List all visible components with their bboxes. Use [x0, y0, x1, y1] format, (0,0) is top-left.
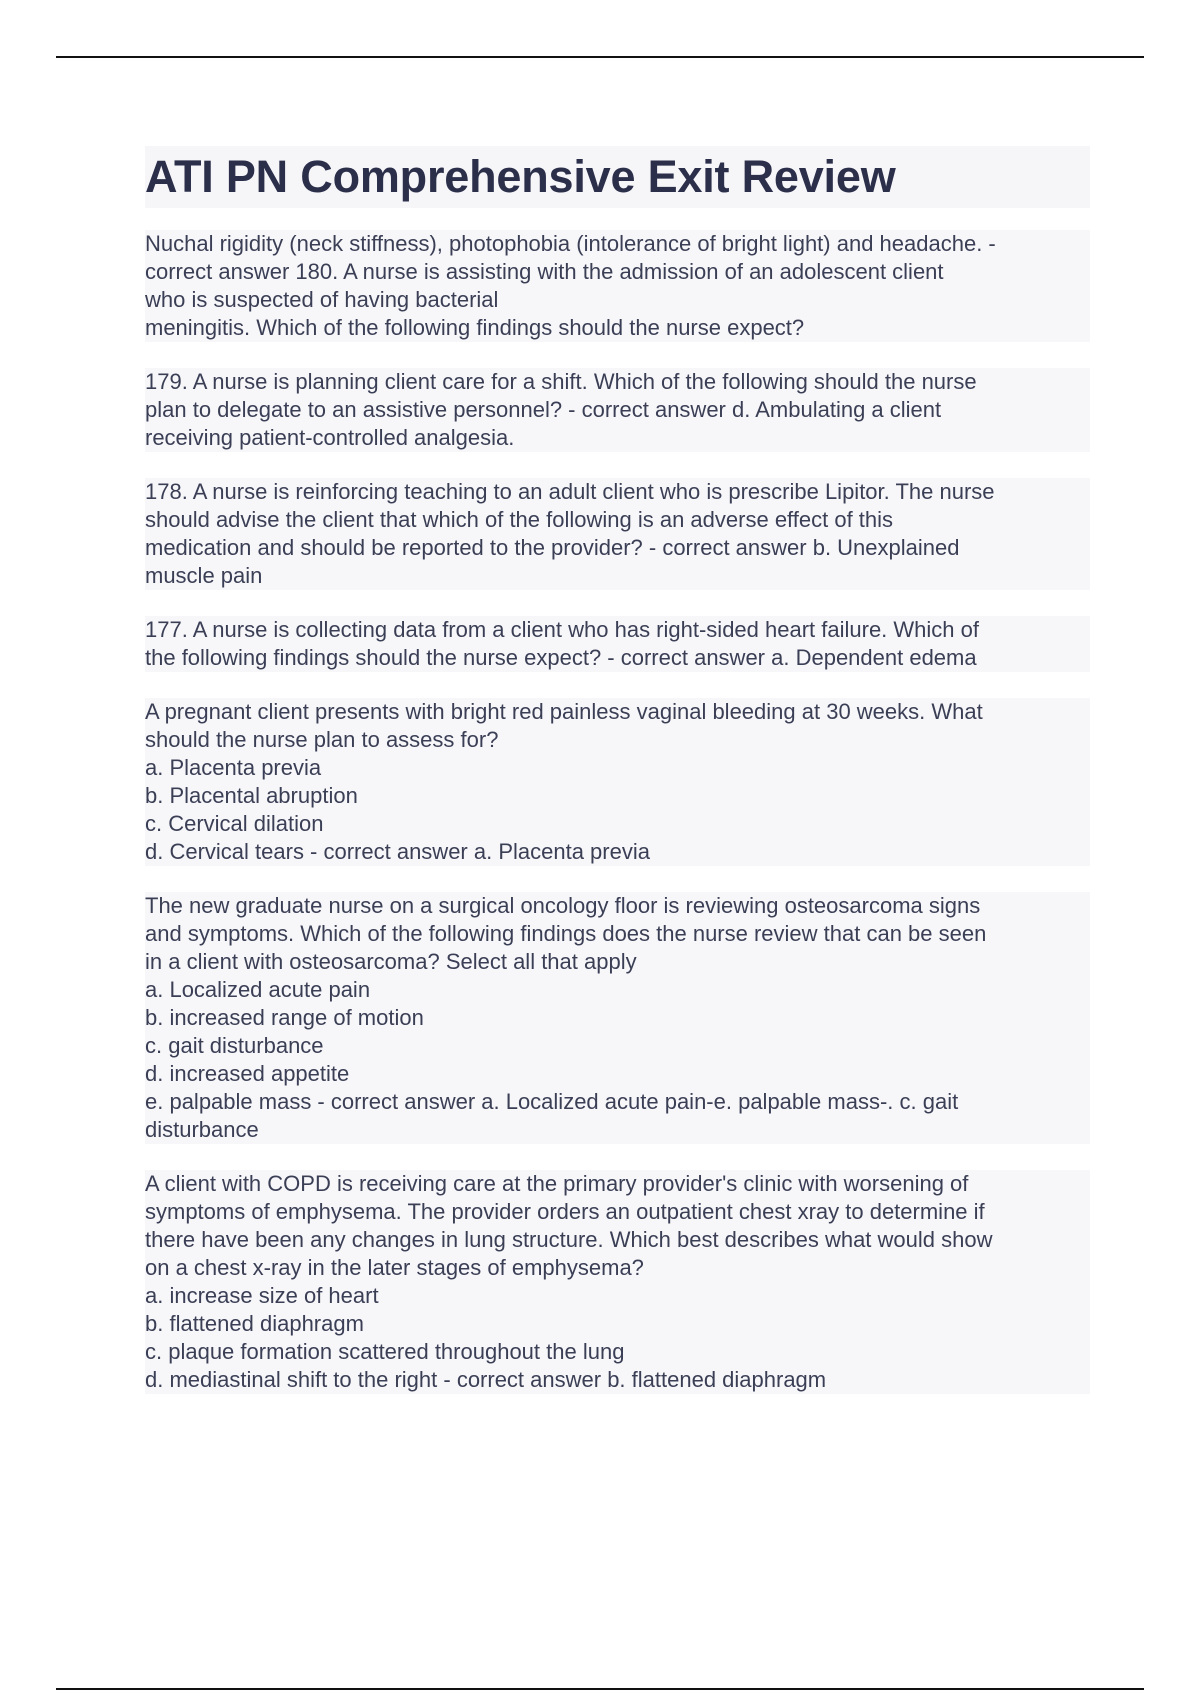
- answer-option: b. flattened diaphragm: [145, 1311, 364, 1336]
- qa-line: 179. A nurse is planning client care for a shift. Which of the following should the nurse: [145, 369, 977, 394]
- qa-text: [145, 478, 1090, 590]
- qa-line: on a chest x-ray in the later stages of emphysema?: [145, 1255, 644, 1280]
- qa-line: there have been any changes in lung structure. Which best describes what would show: [145, 1227, 993, 1252]
- answer-option: d. mediastinal shift to the right - correct answer b. flattened diaphragm: [145, 1367, 827, 1392]
- qa-text: [145, 1170, 1090, 1394]
- qa-line: correct answer 180. A nurse is assisting with the admission of an adolescent client: [145, 259, 944, 284]
- answer-option: c. gait disturbance: [145, 1033, 324, 1058]
- qa-line: in a client with osteosarcoma? Select all that apply: [145, 949, 637, 974]
- qa-line: and symptoms. Which of the following findings does the nurse review that can be seen: [145, 921, 987, 946]
- qa-block-nuchal-rigidity: [145, 230, 1090, 342]
- qa-block-placenta-previa: [145, 698, 1090, 866]
- qa-line: A client with COPD is receiving care at the primary provider's clinic with worsening of: [145, 1171, 969, 1196]
- answer-option: c. Cervical dilation: [145, 811, 324, 836]
- qa-text: [145, 698, 1090, 866]
- qa-block-copd-emphysema: [145, 1170, 1090, 1394]
- answer-option: c. plaque formation scattered throughout the lung: [145, 1339, 625, 1364]
- qa-line: plan to delegate to an assistive personnel? - correct answer d. Ambulating a client: [145, 397, 942, 422]
- answer-option: a. Localized acute pain: [145, 977, 371, 1002]
- qa-line: A pregnant client presents with bright red painless vaginal bleeding at 30 weeks. What: [145, 699, 983, 724]
- qa-line: The new graduate nurse on a surgical oncology floor is reviewing osteosarcoma signs: [145, 893, 981, 918]
- answer-option: e. palpable mass - correct answer a. Localized acute pain-e. palpable mass-. c. gait: [145, 1089, 959, 1114]
- qa-line: receiving patient-controlled analgesia.: [145, 425, 515, 450]
- qa-text: [145, 892, 1090, 1144]
- qa-block-osteosarcoma: [145, 892, 1090, 1144]
- document-body: [145, 146, 1090, 1420]
- qa-line: meningitis. Which of the following findings should the nurse expect?: [145, 315, 805, 340]
- qa-line: should the nurse plan to assess for?: [145, 727, 499, 752]
- qa-line: medication and should be reported to the provider? - correct answer b. Unexplained: [145, 535, 960, 560]
- answer-option: d. Cervical tears - correct answer a. Placenta previa: [145, 839, 650, 864]
- qa-block-177: [145, 616, 1090, 672]
- qa-line: symptoms of emphysema. The provider orders an outpatient chest xray to determine if: [145, 1199, 985, 1224]
- qa-line: disturbance: [145, 1117, 259, 1142]
- qa-line: Nuchal rigidity (neck stiffness), photophobia (intolerance of bright light) and headache. -: [145, 231, 996, 256]
- qa-line: should advise the client that which of the following is an adverse effect of this: [145, 507, 894, 532]
- answer-option: b. increased range of motion: [145, 1005, 424, 1030]
- top-rule: [56, 56, 1144, 58]
- answer-option: a. increase size of heart: [145, 1283, 379, 1308]
- qa-block-178: [145, 478, 1090, 590]
- document-title: ATI PN Comprehensive Exit Review: [145, 146, 1090, 208]
- qa-text: [145, 230, 1090, 342]
- answer-option: b. Placental abruption: [145, 783, 358, 808]
- qa-line: who is suspected of having bacterial: [145, 287, 499, 312]
- answer-option: d. increased appetite: [145, 1061, 350, 1086]
- qa-line: muscle pain: [145, 563, 263, 588]
- qa-line: 177. A nurse is collecting data from a client who has right-sided heart failure. Which of: [145, 617, 979, 642]
- qa-line: the following findings should the nurse expect? - correct answer a. Dependent edema: [145, 645, 977, 670]
- answer-option: a. Placenta previa: [145, 755, 322, 780]
- qa-line: 178. A nurse is reinforcing teaching to an adult client who is prescribe Lipitor. The nurse: [145, 479, 995, 504]
- bottom-rule: [56, 1688, 1144, 1690]
- qa-block-179: [145, 368, 1090, 452]
- qa-text: [145, 616, 1090, 672]
- qa-text: [145, 368, 1090, 452]
